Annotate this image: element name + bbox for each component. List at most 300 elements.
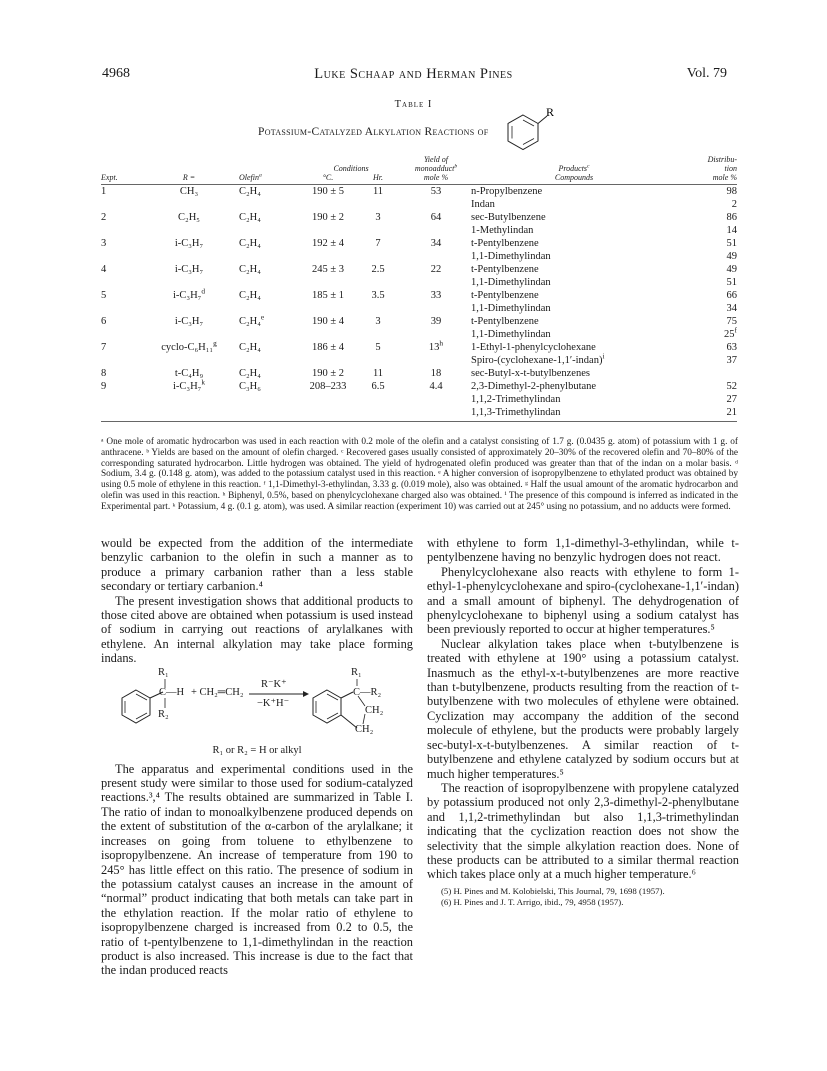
- cell-dist: [677, 406, 737, 419]
- cell-yield: [401, 393, 471, 406]
- table-row: [101, 185, 737, 199]
- cell-r: [139, 224, 239, 237]
- scheme-ch2-top: CH₂: [365, 704, 384, 716]
- cell-expt-text: 6: [101, 316, 107, 327]
- cell-dist-text: 2: [731, 199, 737, 210]
- cell-dist: [677, 367, 737, 380]
- running-head: Luke Schaap and Herman Pines: [314, 66, 513, 82]
- table-row: [101, 393, 737, 406]
- cell-temp: [301, 315, 355, 328]
- table-row: [101, 289, 737, 302]
- cell-temp: [301, 237, 355, 250]
- cell-product-text: t-Pentylbenzene: [471, 264, 539, 275]
- cell-product: [471, 185, 677, 199]
- cell-temp: [301, 224, 355, 237]
- cell-hr-text: 11: [372, 186, 384, 197]
- cell-yield-text: 33: [430, 290, 442, 301]
- cell-hr: [355, 211, 401, 224]
- cell-hr: [355, 341, 401, 354]
- cell-r-text: i-C₃H₇: [173, 381, 202, 392]
- cell-dist: [677, 224, 737, 237]
- cell-olefin: [239, 354, 301, 367]
- cell-yield-text: 18: [430, 368, 442, 379]
- cell-product: [471, 198, 677, 211]
- col-header-temp: °C.: [322, 173, 334, 182]
- cell-dist-text: 86: [726, 212, 737, 223]
- cell-hr: [355, 263, 401, 276]
- cell-dist-text: 49: [726, 264, 737, 275]
- cell-hr-text: 6.5: [371, 381, 385, 392]
- cell-yield-text: 53: [430, 186, 442, 197]
- scheme-r1-right: R₁: [351, 666, 362, 678]
- cell-expt-text: 9: [101, 381, 107, 392]
- cell-dist-text: 98: [726, 186, 737, 197]
- cell-expt: [101, 276, 139, 289]
- cell-r: [139, 250, 239, 263]
- cell-r-text: i-C₃H₇: [174, 238, 204, 249]
- table-row: [101, 250, 737, 263]
- table-row: [101, 224, 737, 237]
- cell-olefin-text: C₂H₄: [239, 342, 261, 353]
- cell-r: [139, 367, 239, 380]
- cell-r-text: i-C₃H₇: [173, 290, 202, 301]
- cell-expt: [101, 354, 139, 367]
- scheme-c-h: C—H: [159, 686, 185, 698]
- cell-product: [471, 289, 677, 302]
- cell-olefin: [239, 393, 301, 406]
- cell-product-text: Spiro-(cyclohexane-1,1′-indan): [471, 355, 603, 366]
- paragraph: The apparatus and experimental conditions used in the present study were similar to those used for sodium-catalyzed reactions.³,⁴ The results obtained are summarized in Table I. The ratio of indan to monoalkylbenzene produced depends on the extent of substitution of the α-carbon of the arylalkane; it increases on going from toluene to ethylbenzene to isopropylbenzene. An increase of temperature from 190 to 245° has little effect on this ratio. The presence of sodium in the potassium catalyst causes an increase in the amount of “normal” product indicating that both metals can take part in the ethylation reaction. If the molar ratio of ethylene to isopropylbenzene charged is increased from 0.2 to 0.5, the ratio of t-pentylbenzene to 1,1-dimethylindan in the reaction product is also increased. This increase is due to the fact that the indan produced reacts: [101, 761, 413, 978]
- cell-r: [139, 276, 239, 289]
- cell-product: [471, 380, 677, 393]
- cell-temp: [301, 185, 355, 199]
- table-label: Table I: [394, 99, 433, 110]
- cell-dist-text: 25: [724, 329, 735, 340]
- cell-hr-text: 3: [375, 212, 381, 223]
- cell-product: [471, 211, 677, 224]
- cell-expt-text: 4: [101, 264, 107, 275]
- ring-substituent-label: R: [546, 105, 555, 119]
- cell-product-text: 2,3-Dimethyl-2-phenylbutane: [471, 381, 597, 392]
- col-header-hr: Hr.: [372, 173, 383, 182]
- cell-dist: [677, 354, 737, 367]
- scheme-plus-olefin: + CH₂═CH₂: [191, 686, 244, 698]
- cell-olefin-text: C₂H₄: [239, 212, 261, 223]
- cell-product: [471, 315, 677, 328]
- cell-hr: [355, 393, 401, 406]
- cell-r: [139, 393, 239, 406]
- cell-olefin: [239, 289, 301, 302]
- cell-temp-text: 190 ± 2: [311, 212, 344, 223]
- cell-dist-text: 52: [726, 381, 737, 392]
- cell-r: [139, 263, 239, 276]
- cell-product-text: n-Propylbenzene: [471, 186, 543, 197]
- cell-olefin-text: C₂H₄: [239, 316, 261, 327]
- cell-olefin: [239, 328, 301, 341]
- cell-product-text: 1,1,3-Trimethylindan: [471, 407, 561, 418]
- cell-dist-text: 51: [726, 277, 737, 288]
- cell-dist-text: 66: [726, 290, 737, 301]
- cell-olefin: [239, 250, 301, 263]
- cell-hr: [355, 367, 401, 380]
- cell-expt: [101, 211, 139, 224]
- scheme-arrow-bottom: −K⁺H⁻: [257, 697, 290, 709]
- cell-yield: [401, 237, 471, 250]
- cell-r: [139, 302, 239, 315]
- cell-yield-text: 22: [430, 264, 442, 275]
- cell-r-text: i-C₃H₇: [174, 264, 204, 275]
- cell-hr: [355, 185, 401, 199]
- fn-mark: f: [734, 325, 737, 335]
- table-row: [101, 367, 737, 380]
- cell-product-text: 1,1-Dimethylindan: [471, 251, 551, 262]
- cell-expt-text: 8: [101, 368, 107, 379]
- cell-yield-text: 64: [430, 212, 442, 223]
- cell-temp: [301, 198, 355, 211]
- cell-r: [139, 354, 239, 367]
- cell-hr-text: 5: [375, 342, 381, 353]
- cell-olefin-text: C₂H₄: [239, 290, 261, 301]
- cell-temp-text: 190 ± 4: [311, 316, 344, 327]
- col-header-expt: Expt.: [101, 173, 118, 182]
- paragraph: would be expected from the addition of the intermediate benzylic carbanion to the olefin in such a manner as to produce a primary carbanion rather than a less stable secondary or tertiary carbanion.⁴: [101, 536, 413, 594]
- cell-dist: [677, 237, 737, 250]
- cell-temp: [301, 367, 355, 380]
- cell-hr: [355, 315, 401, 328]
- cell-product: [471, 406, 677, 419]
- cell-product-text: 1,1-Dimethylindan: [471, 303, 551, 314]
- cell-dist: [677, 198, 737, 211]
- cell-r: [139, 377, 239, 393]
- cell-expt: [101, 380, 139, 393]
- fn-mark: a: [259, 172, 262, 179]
- cell-temp: [301, 341, 355, 354]
- paragraph: The reaction of isopropylbenzene with propylene catalyzed by potassium produced not only 2,3-dimethyl-2-phenylbutane and 1,1,2-trimethylindan but also 1,1,3-trimethylindan indicating that the cyclization reaction does not show the selectivity that the simple alkylation reaction does. None of these products can be attributed to a similar thermal reaction which takes place only at a much higher temperature.⁶: [427, 780, 739, 882]
- cell-expt: [101, 341, 139, 354]
- fn-mark: d: [201, 286, 205, 296]
- table-row: [101, 237, 737, 250]
- cell-dist-text: 63: [726, 342, 737, 353]
- cell-r-text: cyclo-C₆H₁₁: [161, 342, 214, 353]
- cell-hr: [355, 237, 401, 250]
- cell-temp: [301, 211, 355, 224]
- cell-product-text: 1,1-Dimethylindan: [471, 277, 551, 288]
- scheme-r2-left: R₂: [158, 708, 169, 720]
- cell-temp: [301, 276, 355, 289]
- cell-product-text: sec-Butyl-x-t-butylbenzenes: [471, 368, 590, 379]
- cell-olefin: [239, 198, 301, 211]
- cell-temp-text: 185 ± 1: [311, 290, 344, 301]
- cell-expt: [101, 393, 139, 406]
- cell-olefin: [239, 263, 301, 276]
- cell-hr: [355, 380, 401, 393]
- cell-product: [471, 393, 677, 406]
- cell-product: [471, 250, 677, 263]
- table-row: [101, 341, 737, 354]
- cell-olefin: [239, 211, 301, 224]
- cell-hr: [355, 289, 401, 302]
- cell-product-text: t-Pentylbenzene: [471, 290, 539, 301]
- cell-temp-text: 190 ± 2: [311, 368, 344, 379]
- cell-expt: [101, 406, 139, 419]
- col-header-yield-3: mole %: [423, 173, 449, 182]
- cell-r: [139, 315, 239, 328]
- reference-5: (5) H. Pines and M. Kolobielski, This Journal, 79, 1698 (1957).: [441, 885, 665, 896]
- cell-yield: [401, 276, 471, 289]
- cell-temp: [301, 328, 355, 341]
- cell-olefin-text: C₃H₆: [239, 381, 261, 392]
- cell-yield: [401, 263, 471, 276]
- cell-hr: [355, 276, 401, 289]
- cell-hr-text: 3.5: [371, 290, 385, 301]
- col-header-dist-3: mole %: [712, 173, 737, 182]
- right-column: [427, 536, 739, 908]
- fn-mark: c: [587, 163, 590, 170]
- fn-mark: k: [201, 377, 205, 387]
- cell-dist: [677, 341, 737, 354]
- cell-yield-text: 39: [430, 316, 442, 327]
- cell-product-text: sec-Butylbenzene: [471, 212, 546, 223]
- cell-olefin: [239, 302, 301, 315]
- cell-hr: [355, 224, 401, 237]
- table-title: Potassium-Catalyzed Alkylation Reactions of: [258, 126, 489, 138]
- cell-r-text: C₂H₅: [178, 212, 200, 223]
- table-row: [101, 315, 737, 328]
- cell-expt: [101, 224, 139, 237]
- cell-dist: [677, 380, 737, 393]
- cell-dist: [677, 276, 737, 289]
- cell-olefin-text: C₂H₄: [239, 264, 261, 275]
- cell-dist: [677, 289, 737, 302]
- cell-expt-text: 3: [101, 238, 107, 249]
- scheme-ch2-bottom: CH₂: [355, 723, 374, 735]
- table-rule: [101, 419, 737, 422]
- cell-olefin-text: C₂H₄: [239, 186, 261, 197]
- cell-expt-text: 7: [101, 342, 107, 353]
- cell-temp-text: 245 ± 3: [311, 264, 344, 275]
- scheme-r1-left: R₁: [158, 666, 169, 678]
- cell-hr: [355, 354, 401, 367]
- cell-dist: [677, 211, 737, 224]
- reaction-scheme: [101, 666, 413, 762]
- col-header-compounds: Compounds: [554, 173, 594, 182]
- table-row: [101, 276, 737, 289]
- cell-dist-text: 49: [726, 251, 737, 262]
- table-body: [101, 185, 737, 422]
- cell-temp: [301, 302, 355, 315]
- col-header-yield-1: Yield of: [423, 155, 449, 164]
- cell-r: [139, 185, 239, 199]
- table-row: [101, 263, 737, 276]
- cell-yield: [401, 302, 471, 315]
- paragraph: Phenylcyclohexane also reacts with ethylene to form 1-ethyl-1-phenylcyclohexane and spiro-(cyclohexane-1,1′-indan) and a small amount of biphenyl. The dehydrogenation of phenylcyclohexane to biphenyl using a sodium catalyst has been previously reported to occur at higher temperatures.⁵: [427, 564, 740, 637]
- cell-product: [471, 302, 677, 315]
- cell-yield: [401, 185, 471, 199]
- cell-dist: [677, 250, 737, 263]
- cell-yield: [401, 211, 471, 224]
- cell-dist: [677, 325, 737, 341]
- cell-yield: [401, 224, 471, 237]
- alkylation-table: [101, 155, 737, 422]
- cell-dist: [677, 185, 737, 199]
- cell-expt: [101, 237, 139, 250]
- cell-product-text: 1,1-Dimethylindan: [471, 329, 551, 340]
- cell-expt-text: 1: [101, 186, 107, 197]
- cell-olefin: [239, 276, 301, 289]
- cell-olefin: [239, 312, 301, 328]
- cell-temp: [301, 289, 355, 302]
- reference-6: (6) H. Pines and J. T. Arrigo, ibid., 79, 4958 (1957).: [441, 896, 624, 907]
- paragraph: Nuclear alkylation takes place when t-butylbenzene is treated with ethylene at 190° using a potassium catalyst. Inasmuch as the ethyl-x-t-butylbenzenes are more reactive than t-butylbenzene, products resulting from the reaction of t-butylbenzene with two molecules of ethylene were obtained. Cyclization may accompany the addition of the second molecule of ethylene, but the products were probably largely sec-butyl-x-t-butylbenzenes. A similar reaction of t-butylbenzene and ethylene catalyzed by sodium occurs but at much higher temperatures.⁵: [427, 636, 739, 781]
- paragraph: The present investigation shows that additional products to those cited above are obtained when potassium is used instead of sodium in carrying out reactions of arylalkanes with ethylene. An internal alkylation may take place forming indans.: [101, 593, 413, 666]
- table-footnotes: ᵃ One mole of aromatic hydrocarbon was used in each reaction with 0.2 mole of the olefin and a catalyst consisting of 1.7 g. (0.0435 g. atom) of potassium with 1 g. of anthracene. ᵇ Yields are based on the amount of olefin charged. ᶜ Recovered gases usually consisted of approximately 20–30% of the recovered olefin and 70–80% of the corresponding saturated hydrocarbon. Little hydrogen was obtained. The yield of hydrogenated olefin produced was greater than that of the indan on a molar basis. ᵈ Sodium, 3.4 g. (0.148 g. atom), was added to the potassium catalyst used in this reaction. ᵉ A higher conversion of isopropylbenzene to ethylated product was obtained by using 0.5 mole of ethylene in this reaction. ᶠ 1,1-Dimethyl-3-ethylindan, 3.33 g. (0.019 mole), also was obtained. ᵍ Half the usual amount of the aromatic hydrocarbon and olefin was used in this reaction. ʰ Biphenyl, 0.5%, based on phenylcyclohexane charged also was obtained. ⁱ The presence of this compound is inferred as indicated in the Experimental part. ᵏ Potassium, 4 g. (0.1 g. atom), was used. A similar reaction (experiment 10) was carried out at 245° using no potassium, and no adducts were formed.: [101, 437, 738, 512]
- cell-yield: [401, 367, 471, 380]
- cell-yield: [401, 315, 471, 328]
- table-row: [101, 380, 737, 393]
- cell-hr-text: 11: [372, 368, 384, 379]
- cell-product-text: 1,1,2-Trimethylindan: [471, 394, 561, 405]
- cell-product: [471, 276, 677, 289]
- table-rule-cell: [101, 419, 737, 422]
- cell-temp: [301, 393, 355, 406]
- col-header-r: R =: [182, 173, 196, 182]
- cell-product-text: 1-Methylindan: [471, 225, 534, 236]
- cell-olefin: [239, 185, 301, 199]
- fn-mark: b: [454, 163, 458, 170]
- cell-hr-text: 3: [375, 316, 381, 327]
- scheme-c-r2: C—R₂: [353, 686, 382, 698]
- cell-r: [139, 406, 239, 419]
- cell-expt: [101, 250, 139, 263]
- cell-temp: [301, 250, 355, 263]
- cell-dist-text: 14: [726, 225, 737, 236]
- cell-yield-text: 4.4: [429, 381, 443, 392]
- cell-dist-text: 51: [726, 238, 737, 249]
- cell-expt: [101, 289, 139, 302]
- cell-r: [139, 328, 239, 341]
- cell-product: [471, 367, 677, 380]
- cell-expt-text: 2: [101, 212, 107, 223]
- fn-mark: h: [439, 338, 444, 348]
- cell-expt: [101, 263, 139, 276]
- cell-hr: [355, 302, 401, 315]
- cell-dist: [677, 263, 737, 276]
- cell-dist-text: 27: [726, 394, 737, 405]
- col-header-conditions: Conditions: [333, 164, 369, 173]
- cell-yield: [401, 289, 471, 302]
- col-header-dist-1: Distribu-: [707, 155, 737, 164]
- left-column: [101, 536, 413, 978]
- cell-dist: [677, 393, 737, 406]
- cell-product-text: 1-Ethyl-1-phenylcyclohexane: [471, 342, 596, 353]
- cell-dist-text: 21: [726, 407, 737, 418]
- fn-mark: e: [260, 312, 265, 322]
- references: [427, 886, 739, 908]
- cell-expt: [101, 302, 139, 315]
- cell-hr-text: 2.5: [371, 264, 385, 275]
- cell-yield-text: 34: [430, 238, 442, 249]
- cell-r: [139, 211, 239, 224]
- cell-yield: [401, 328, 471, 341]
- scheme-arrow-top: R⁻K⁺: [261, 678, 287, 690]
- cell-temp: [301, 354, 355, 367]
- cell-hr: [355, 328, 401, 341]
- cell-product-text: Indan: [471, 199, 495, 210]
- cell-dist-text: 75: [726, 316, 737, 327]
- table-row: [101, 328, 737, 341]
- cell-dist-text: 37: [726, 355, 737, 366]
- cell-olefin: [239, 380, 301, 393]
- cell-dist: [677, 302, 737, 315]
- cell-r: [139, 338, 239, 354]
- cell-product: [471, 351, 677, 367]
- cell-product: [471, 341, 677, 354]
- cell-product: [471, 224, 677, 237]
- cell-temp-text: 190 ± 5: [311, 186, 344, 197]
- cell-olefin: [239, 237, 301, 250]
- cell-hr: [355, 250, 401, 263]
- cell-yield: [401, 354, 471, 367]
- cell-olefin: [239, 406, 301, 419]
- col-header-olefin: Olefin: [239, 173, 259, 182]
- cell-r: [139, 286, 239, 302]
- cell-dist-text: 34: [726, 303, 737, 314]
- cell-product-text: t-Pentylbenzene: [471, 238, 539, 249]
- table-row: [101, 354, 737, 367]
- cell-yield: [401, 250, 471, 263]
- cell-yield: [401, 406, 471, 419]
- cell-temp: [301, 263, 355, 276]
- cell-product: [471, 237, 677, 250]
- cell-r: [139, 198, 239, 211]
- cell-product-text: t-Pentylbenzene: [471, 316, 539, 327]
- cell-olefin: [239, 224, 301, 237]
- cell-r: [139, 237, 239, 250]
- cell-r-text: CH₃: [179, 186, 199, 197]
- fn-mark: g: [213, 338, 217, 348]
- cell-product: [471, 328, 677, 341]
- col-header-yield-2: monoadduct: [414, 164, 455, 173]
- cell-olefin: [239, 341, 301, 354]
- cell-product: [471, 263, 677, 276]
- fn-mark: i: [602, 351, 605, 361]
- cell-expt: [101, 328, 139, 341]
- cell-temp: [301, 380, 355, 393]
- cell-yield: [401, 338, 471, 354]
- col-header-dist-2: tion: [724, 164, 737, 173]
- cell-expt: [101, 315, 139, 328]
- cell-hr: [355, 198, 401, 211]
- table-row: [101, 302, 737, 315]
- cell-expt: [101, 367, 139, 380]
- cell-hr: [355, 406, 401, 419]
- cell-temp: [301, 406, 355, 419]
- cell-r-text: i-C₃H₇: [174, 316, 204, 327]
- table-row: [101, 406, 737, 419]
- cell-temp-text: 208–233: [309, 381, 347, 392]
- cell-temp-text: 192 ± 4: [311, 238, 344, 249]
- benzene-ring-structure: [503, 103, 553, 161]
- cell-temp-text: 186 ± 4: [311, 342, 344, 353]
- table-row: [101, 198, 737, 211]
- table-row: [101, 211, 737, 224]
- cell-olefin-text: C₂H₄: [239, 238, 261, 249]
- cell-hr-text: 7: [375, 238, 381, 249]
- cell-yield: [401, 198, 471, 211]
- cell-dist: [677, 315, 737, 328]
- cell-yield: [401, 380, 471, 393]
- scheme-caption: R₁ or R₂ = H or alkyl: [212, 744, 302, 756]
